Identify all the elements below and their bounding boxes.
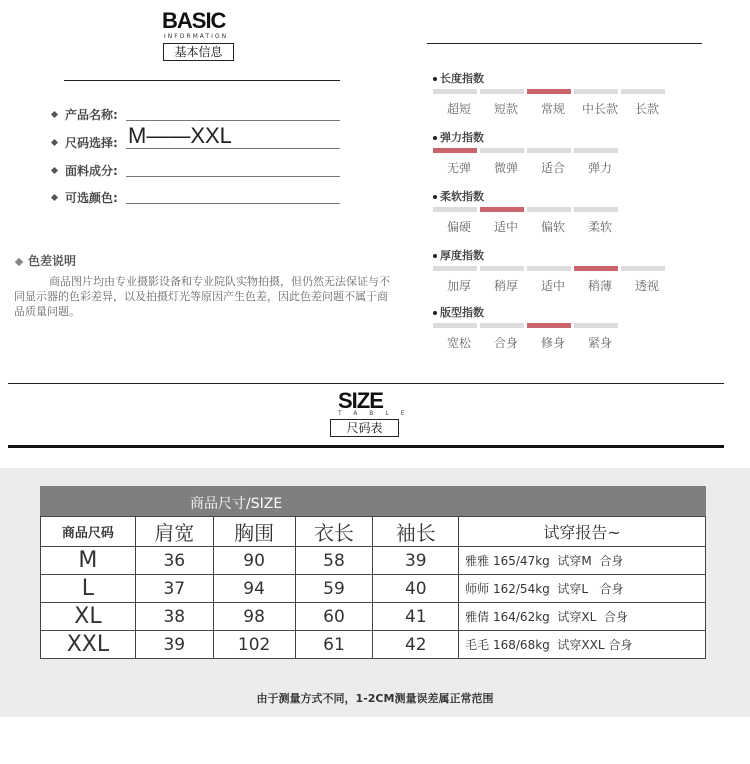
- index-option-label: 无弹: [446, 161, 471, 175]
- header-shoulder: 肩宽: [135, 517, 213, 547]
- index-option-label: 适中: [493, 220, 518, 234]
- cell-sleeve: 39: [373, 547, 459, 575]
- cell-chest: 90: [213, 547, 295, 575]
- index-option-label: 常规: [540, 102, 565, 116]
- index-bar: [480, 148, 524, 153]
- index-option-label: 稍厚: [493, 279, 518, 293]
- cell-shoulder: 37: [135, 575, 213, 603]
- color-diff-text: 商品图片均由专业摄影设备和专业院队实物拍摄，但仍然无法保证与不同显示器的色彩差异，以及拍摄灯光等原因产生色差，因此色差问题不属于商品质量问题。: [14, 275, 390, 318]
- index-option-label: 加厚: [446, 279, 471, 293]
- cell-shoulder: 38: [135, 603, 213, 631]
- index-option-label: 适合: [540, 161, 565, 175]
- diamond-icon: [51, 194, 58, 201]
- index-option-label: 合身: [493, 336, 518, 350]
- cell-report: 雅雅 165/47kg 试穿M 合身: [459, 547, 706, 575]
- index-option-label: 偏软: [540, 220, 565, 234]
- size-table: [40, 516, 706, 659]
- cell-size: M: [41, 547, 136, 575]
- index-bar: [527, 266, 571, 271]
- index-bar-selected: [574, 266, 618, 271]
- diamond-icon: [51, 111, 58, 118]
- divider: [64, 80, 340, 81]
- index-bar: [621, 266, 665, 271]
- index-option-label: 稍薄: [587, 279, 612, 293]
- index-bar: [527, 207, 571, 212]
- table-header-row: [41, 517, 706, 547]
- size-logo: SIZE: [338, 388, 383, 413]
- cell-sleeve: 40: [373, 575, 459, 603]
- index-option-label: 弹力: [587, 161, 612, 175]
- header-sleeve: 袖长: [373, 517, 459, 547]
- basic-subtitle: INFORMATION: [164, 33, 229, 40]
- basic-info-box: 基本信息: [163, 43, 234, 61]
- index-option-label: 短款: [493, 102, 518, 116]
- table-title-bar: [40, 486, 706, 516]
- index-option-label: 超短: [446, 102, 471, 116]
- index-option-label: 宽松: [446, 336, 471, 350]
- header-length: 衣长: [295, 517, 373, 547]
- size-range-value: M——XXL: [128, 123, 232, 148]
- bullet-icon: [433, 254, 437, 258]
- cell-length: 61: [295, 631, 373, 659]
- index-option-label: 中长款: [581, 102, 618, 116]
- field-line: [126, 120, 340, 121]
- bullet-icon: [433, 77, 437, 81]
- table-row: [41, 575, 706, 603]
- divider: [8, 383, 724, 384]
- index-bar: [621, 89, 665, 94]
- cell-length: 58: [295, 547, 373, 575]
- index-bar: [574, 323, 618, 328]
- cell-chest: 102: [213, 631, 295, 659]
- field-line: [126, 176, 340, 177]
- index-option-label: 长款: [634, 102, 659, 116]
- table-row: [41, 603, 706, 631]
- diamond-icon: [15, 257, 23, 265]
- index-bar: [480, 89, 524, 94]
- bullet-icon: [433, 136, 437, 140]
- index-title: 长度指数: [433, 70, 484, 86]
- cell-size: XXL: [41, 631, 136, 659]
- index-option-label: 微弹: [493, 161, 518, 175]
- field-colors: 可选颜色:: [52, 189, 118, 209]
- index-option-label: 适中: [540, 279, 565, 293]
- cell-sleeve: 42: [373, 631, 459, 659]
- header-report: 试穿报告~: [459, 517, 706, 547]
- index-bar-selected: [527, 323, 571, 328]
- size-table-box: 尺码表: [330, 419, 399, 437]
- index-option-label: 紧身: [587, 336, 612, 350]
- index-bar: [433, 207, 477, 212]
- index-bar: [433, 323, 477, 328]
- index-option-label: 修身: [540, 336, 565, 350]
- table-row: [41, 547, 706, 575]
- cell-chest: 94: [213, 575, 295, 603]
- measurement-note: 由于测量方式不同，1-2CM测量误差属正常范围: [256, 692, 494, 705]
- index-title: 厚度指数: [433, 247, 484, 263]
- cell-size: XL: [41, 603, 136, 631]
- index-bar: [433, 266, 477, 271]
- field-line: [126, 203, 340, 204]
- index-title: 柔软指数: [433, 188, 484, 204]
- index-bar: [480, 266, 524, 271]
- index-option-label: 透视: [634, 279, 659, 293]
- index-title: 弹力指数: [433, 129, 484, 145]
- header-chest: 胸围: [213, 517, 295, 547]
- cell-shoulder: 36: [135, 547, 213, 575]
- cell-chest: 98: [213, 603, 295, 631]
- header-size: 商品尺码: [41, 517, 136, 547]
- bullet-icon: [433, 311, 437, 315]
- color-diff-title: 色差说明: [16, 252, 76, 269]
- bullet-icon: [433, 195, 437, 199]
- basic-logo: BASIC: [162, 8, 226, 33]
- index-option-label: 偏硬: [446, 220, 471, 234]
- table-title: 商品尺寸/SIZE: [190, 496, 283, 512]
- index-bar-selected: [527, 89, 571, 94]
- cell-report: 雅倩 164/62kg 试穿XL 合身: [459, 603, 706, 631]
- cell-length: 59: [295, 575, 373, 603]
- cell-report: 毛毛 168/68kg 试穿XXL 合身: [459, 631, 706, 659]
- diamond-icon: [51, 139, 58, 146]
- index-bar-selected: [433, 148, 477, 153]
- cell-size: L: [41, 575, 136, 603]
- cell-shoulder: 39: [135, 631, 213, 659]
- size-subtitle: TABLE: [338, 410, 417, 417]
- field-size-choice: 尺码选择:: [52, 134, 118, 154]
- index-title: 版型指数: [433, 304, 484, 320]
- index-bar: [574, 89, 618, 94]
- field-product-name: 产品名称:: [52, 106, 118, 126]
- field-line: [126, 148, 340, 149]
- index-bar-selected: [480, 207, 524, 212]
- index-bar: [433, 89, 477, 94]
- divider: [427, 43, 702, 44]
- divider: [8, 445, 724, 448]
- index-bar: [574, 207, 618, 212]
- field-fabric: 面料成分:: [52, 162, 118, 182]
- diamond-icon: [51, 167, 58, 174]
- cell-report: 师师 162/54kg 试穿L 合身: [459, 575, 706, 603]
- index-bar: [527, 148, 571, 153]
- cell-length: 60: [295, 603, 373, 631]
- index-bar: [480, 323, 524, 328]
- index-bar: [574, 148, 618, 153]
- index-option-label: 柔软: [587, 220, 612, 234]
- cell-sleeve: 41: [373, 603, 459, 631]
- table-row: [41, 631, 706, 659]
